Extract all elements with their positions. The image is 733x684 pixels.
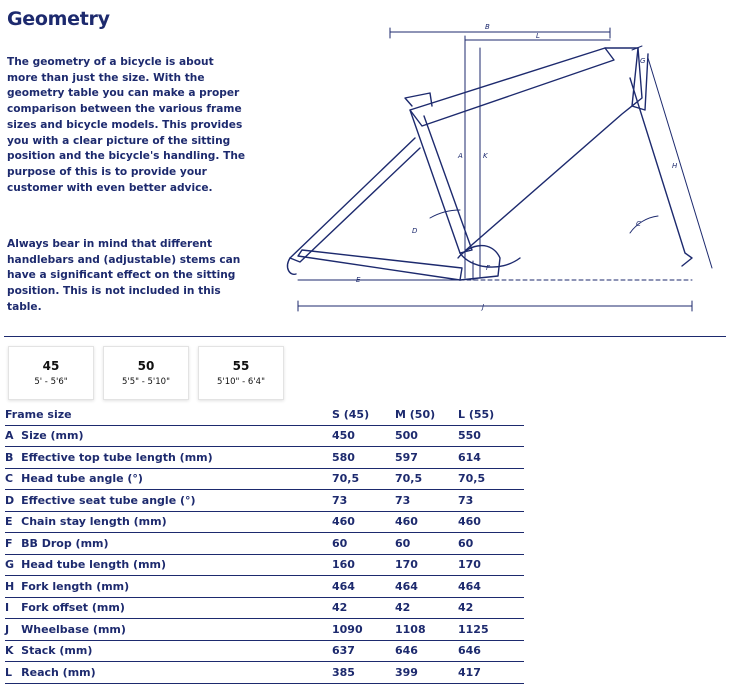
row-label: BB Drop (mm) bbox=[21, 533, 332, 555]
page-title: Geometry bbox=[7, 8, 110, 30]
cell-s: 42 bbox=[332, 597, 395, 619]
cell-s: 1090 bbox=[332, 619, 395, 641]
row-letter: H bbox=[5, 576, 21, 598]
size-card-55[interactable] bbox=[198, 346, 284, 400]
size-card-size: 45 bbox=[42, 359, 60, 373]
row-letter: B bbox=[5, 447, 21, 469]
size-card-height-range: 5'10" - 6'4" bbox=[216, 377, 265, 387]
column-header-l: L (55) bbox=[458, 404, 524, 425]
cell-m: 597 bbox=[395, 447, 458, 469]
row-letter: I bbox=[5, 597, 21, 619]
diagram-label-d: D bbox=[412, 227, 418, 235]
bike-frame bbox=[288, 48, 692, 280]
cell-l: 614 bbox=[458, 447, 524, 469]
cell-m: 170 bbox=[395, 554, 458, 576]
row-letter: D bbox=[5, 490, 21, 512]
cell-s: 73 bbox=[332, 490, 395, 512]
diagram-label-g: G bbox=[640, 57, 646, 65]
cell-s: 160 bbox=[332, 554, 395, 576]
row-label: Chain stay length (mm) bbox=[21, 511, 332, 533]
row-label: Head tube angle (°) bbox=[21, 468, 332, 490]
cell-l: 1125 bbox=[458, 619, 524, 641]
column-header-frame-size: Frame size bbox=[5, 404, 332, 425]
cell-s: 580 bbox=[332, 447, 395, 469]
column-header-s: S (45) bbox=[332, 404, 395, 425]
column-header-m: M (50) bbox=[395, 404, 458, 425]
cell-l: 460 bbox=[458, 511, 524, 533]
table-row bbox=[5, 425, 524, 447]
diagram-label-a: A bbox=[458, 152, 463, 160]
table-row bbox=[5, 619, 524, 641]
cell-l: 417 bbox=[458, 662, 524, 684]
bike-geometry-diagram bbox=[260, 18, 730, 318]
cell-m: 73 bbox=[395, 490, 458, 512]
size-card-size: 50 bbox=[137, 359, 155, 373]
geometry-table bbox=[5, 404, 524, 684]
table-row bbox=[5, 447, 524, 469]
size-card-50[interactable] bbox=[103, 346, 189, 400]
row-label: Head tube length (mm) bbox=[21, 554, 332, 576]
cell-m: 460 bbox=[395, 511, 458, 533]
size-card-45[interactable] bbox=[8, 346, 94, 400]
cell-s: 464 bbox=[332, 576, 395, 598]
table-row bbox=[5, 597, 524, 619]
diagram-label-e: E bbox=[356, 276, 361, 284]
diagram-label-h: H bbox=[672, 162, 678, 170]
row-label: Effective seat tube angle (°) bbox=[21, 490, 332, 512]
row-letter: K bbox=[5, 640, 21, 662]
intro-paragraph-1: The geometry of a bicycle is about more than just the size. With the geometry table you can make a proper comparison between the various frame sizes and bicycle models. This provides you with a clear picture of the sitting position and the bicycle's handling. The purpose of this is to provide your customer with even better advice. bbox=[7, 56, 246, 194]
diagram-label-f: F bbox=[486, 264, 491, 272]
table-row bbox=[5, 533, 524, 555]
diagram-label-c: C bbox=[636, 220, 641, 228]
cell-m: 42 bbox=[395, 597, 458, 619]
row-label: Wheelbase (mm) bbox=[21, 619, 332, 641]
row-label: Fork offset (mm) bbox=[21, 597, 332, 619]
diagram-label-b: B bbox=[485, 23, 490, 31]
table-header-row bbox=[5, 404, 524, 425]
row-letter: E bbox=[5, 511, 21, 533]
table-row bbox=[5, 490, 524, 512]
cell-l: 646 bbox=[458, 640, 524, 662]
intro-paragraph-2: Always bear in mind that different handlebars and (adjustable) stems can have a significant effect on the sitting position. This is not included in this table. bbox=[7, 238, 241, 313]
row-label: Effective top tube length (mm) bbox=[21, 447, 332, 469]
cell-s: 385 bbox=[332, 662, 395, 684]
size-card-size: 55 bbox=[232, 359, 250, 373]
cell-s: 70,5 bbox=[332, 468, 395, 490]
cell-l: 464 bbox=[458, 576, 524, 598]
cell-l: 73 bbox=[458, 490, 524, 512]
row-letter: A bbox=[5, 425, 21, 447]
diagram-label-j: J bbox=[482, 303, 485, 311]
table-row bbox=[5, 468, 524, 490]
geometry-dimensions bbox=[298, 28, 712, 311]
table-row bbox=[5, 662, 524, 684]
cell-l: 550 bbox=[458, 425, 524, 447]
cell-l: 170 bbox=[458, 554, 524, 576]
cell-m: 60 bbox=[395, 533, 458, 555]
cell-s: 60 bbox=[332, 533, 395, 555]
table-row bbox=[5, 511, 524, 533]
cell-l: 42 bbox=[458, 597, 524, 619]
table-row bbox=[5, 554, 524, 576]
cell-m: 399 bbox=[395, 662, 458, 684]
row-label: Reach (mm) bbox=[21, 662, 332, 684]
cell-s: 460 bbox=[332, 511, 395, 533]
cell-l: 70,5 bbox=[458, 468, 524, 490]
cell-m: 500 bbox=[395, 425, 458, 447]
row-label: Fork length (mm) bbox=[21, 576, 332, 598]
cell-s: 637 bbox=[332, 640, 395, 662]
row-label: Stack (mm) bbox=[21, 640, 332, 662]
cell-l: 60 bbox=[458, 533, 524, 555]
table-row bbox=[5, 576, 524, 598]
size-card-height-range: 5'5" - 5'10" bbox=[121, 377, 170, 387]
cell-m: 1108 bbox=[395, 619, 458, 641]
row-letter: C bbox=[5, 468, 21, 490]
diagram-label-l: L bbox=[536, 32, 540, 40]
section-divider bbox=[4, 336, 726, 337]
cell-m: 464 bbox=[395, 576, 458, 598]
size-card-height-range: 5' - 5'6" bbox=[34, 377, 68, 387]
row-letter: F bbox=[5, 533, 21, 555]
row-letter: G bbox=[5, 554, 21, 576]
cell-s: 450 bbox=[332, 425, 395, 447]
row-label: Size (mm) bbox=[21, 425, 332, 447]
cell-m: 70,5 bbox=[395, 468, 458, 490]
diagram-label-k: K bbox=[483, 152, 488, 160]
table-row bbox=[5, 640, 524, 662]
row-letter: L bbox=[5, 662, 21, 684]
row-letter: J bbox=[5, 619, 21, 641]
cell-m: 646 bbox=[395, 640, 458, 662]
